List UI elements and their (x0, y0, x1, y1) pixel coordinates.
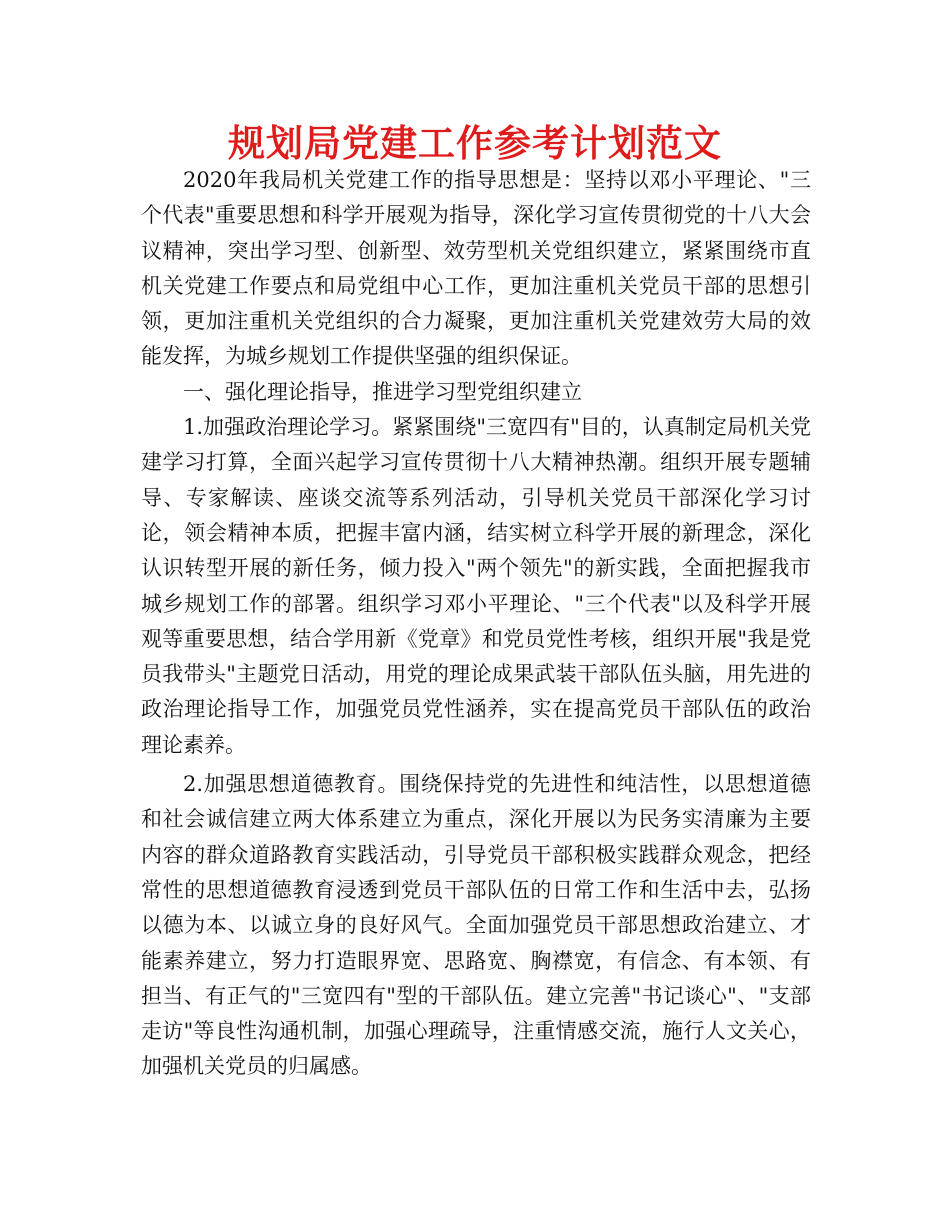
document-body (141, 163, 811, 1085)
section-heading-one: 一、强化理论指导，推进学习型党组织建立 (183, 379, 582, 404)
paragraph-item-2: 2.加强思想道德教育。围绕保持党的先进性和纯洁性，以思想道德和社会诚信建立两大体系建立为重点，深化开展以为民务实清廉为主要内容的群众道路教育实践活动，引导党员干部积极实践群众观念，把经常性的思想道德教育浸透到党员干部队伍的日常工作和生活中去，弘扬以德为本、以诚立身的良好风气。全面加强党员干部思想政治建立、才能素养建立，努力打造眼界宽、思路宽、胸襟宽，有信念、有本领、有担当、有正气的"三宽四有"型的干部队伍。建立完善"书记谈心"、"支部走访"等良性沟通机制，加强心理疏导，注重情感交流，施行人文关心，加强机关党员的归属感。 (141, 772, 811, 1079)
document-title: 规划局党建工作参考计划范文 (228, 121, 722, 165)
paragraph-item-1: 1.加强政治理论学习。紧紧围绕"三宽四有"目的，认真制定局机关党建学习打算，全面兴起学习宣传贯彻十八大精神热潮。组织开展专题辅导、专家解读、座谈交流等系列活动，引导机关党员干部深化学习讨论，领会精神本质，把握丰富内涵，结实树立科学开展的新理念，深化认识转型开展的新任务，倾力投入"两个领先"的新实践，全面把握我市城乡规划工作的部署。组织学习邓小平理论、"三个代表"以及科学开展观等重要思想，结合学用新《党章》和党员党性考核，组织开展"我是党员我带头"主题党日活动，用党的理论成果武装干部队伍头脑，用先进的政治理论指导工作，加强党员党性涵养，实在提高党员干部队伍的政治理论素养。 (141, 415, 811, 757)
paragraph-guiding-thought: 2020年我局机关党建工作的指导思想是：坚持以邓小平理论、"三个代表"重要思想和科学开展观为指导，深化学习宣传贯彻党的十八大会议精神，突出学习型、创新型、效劳型机关党组织建立，紧紧围绕市直机关党建工作要点和局党组中心工作，更加注重机关党员干部的思想引领，更加注重机关党组织的合力凝聚，更加注重机关党建效劳大局的效能发挥，为城乡规划工作提供坚强的组织保证。 (141, 168, 811, 369)
